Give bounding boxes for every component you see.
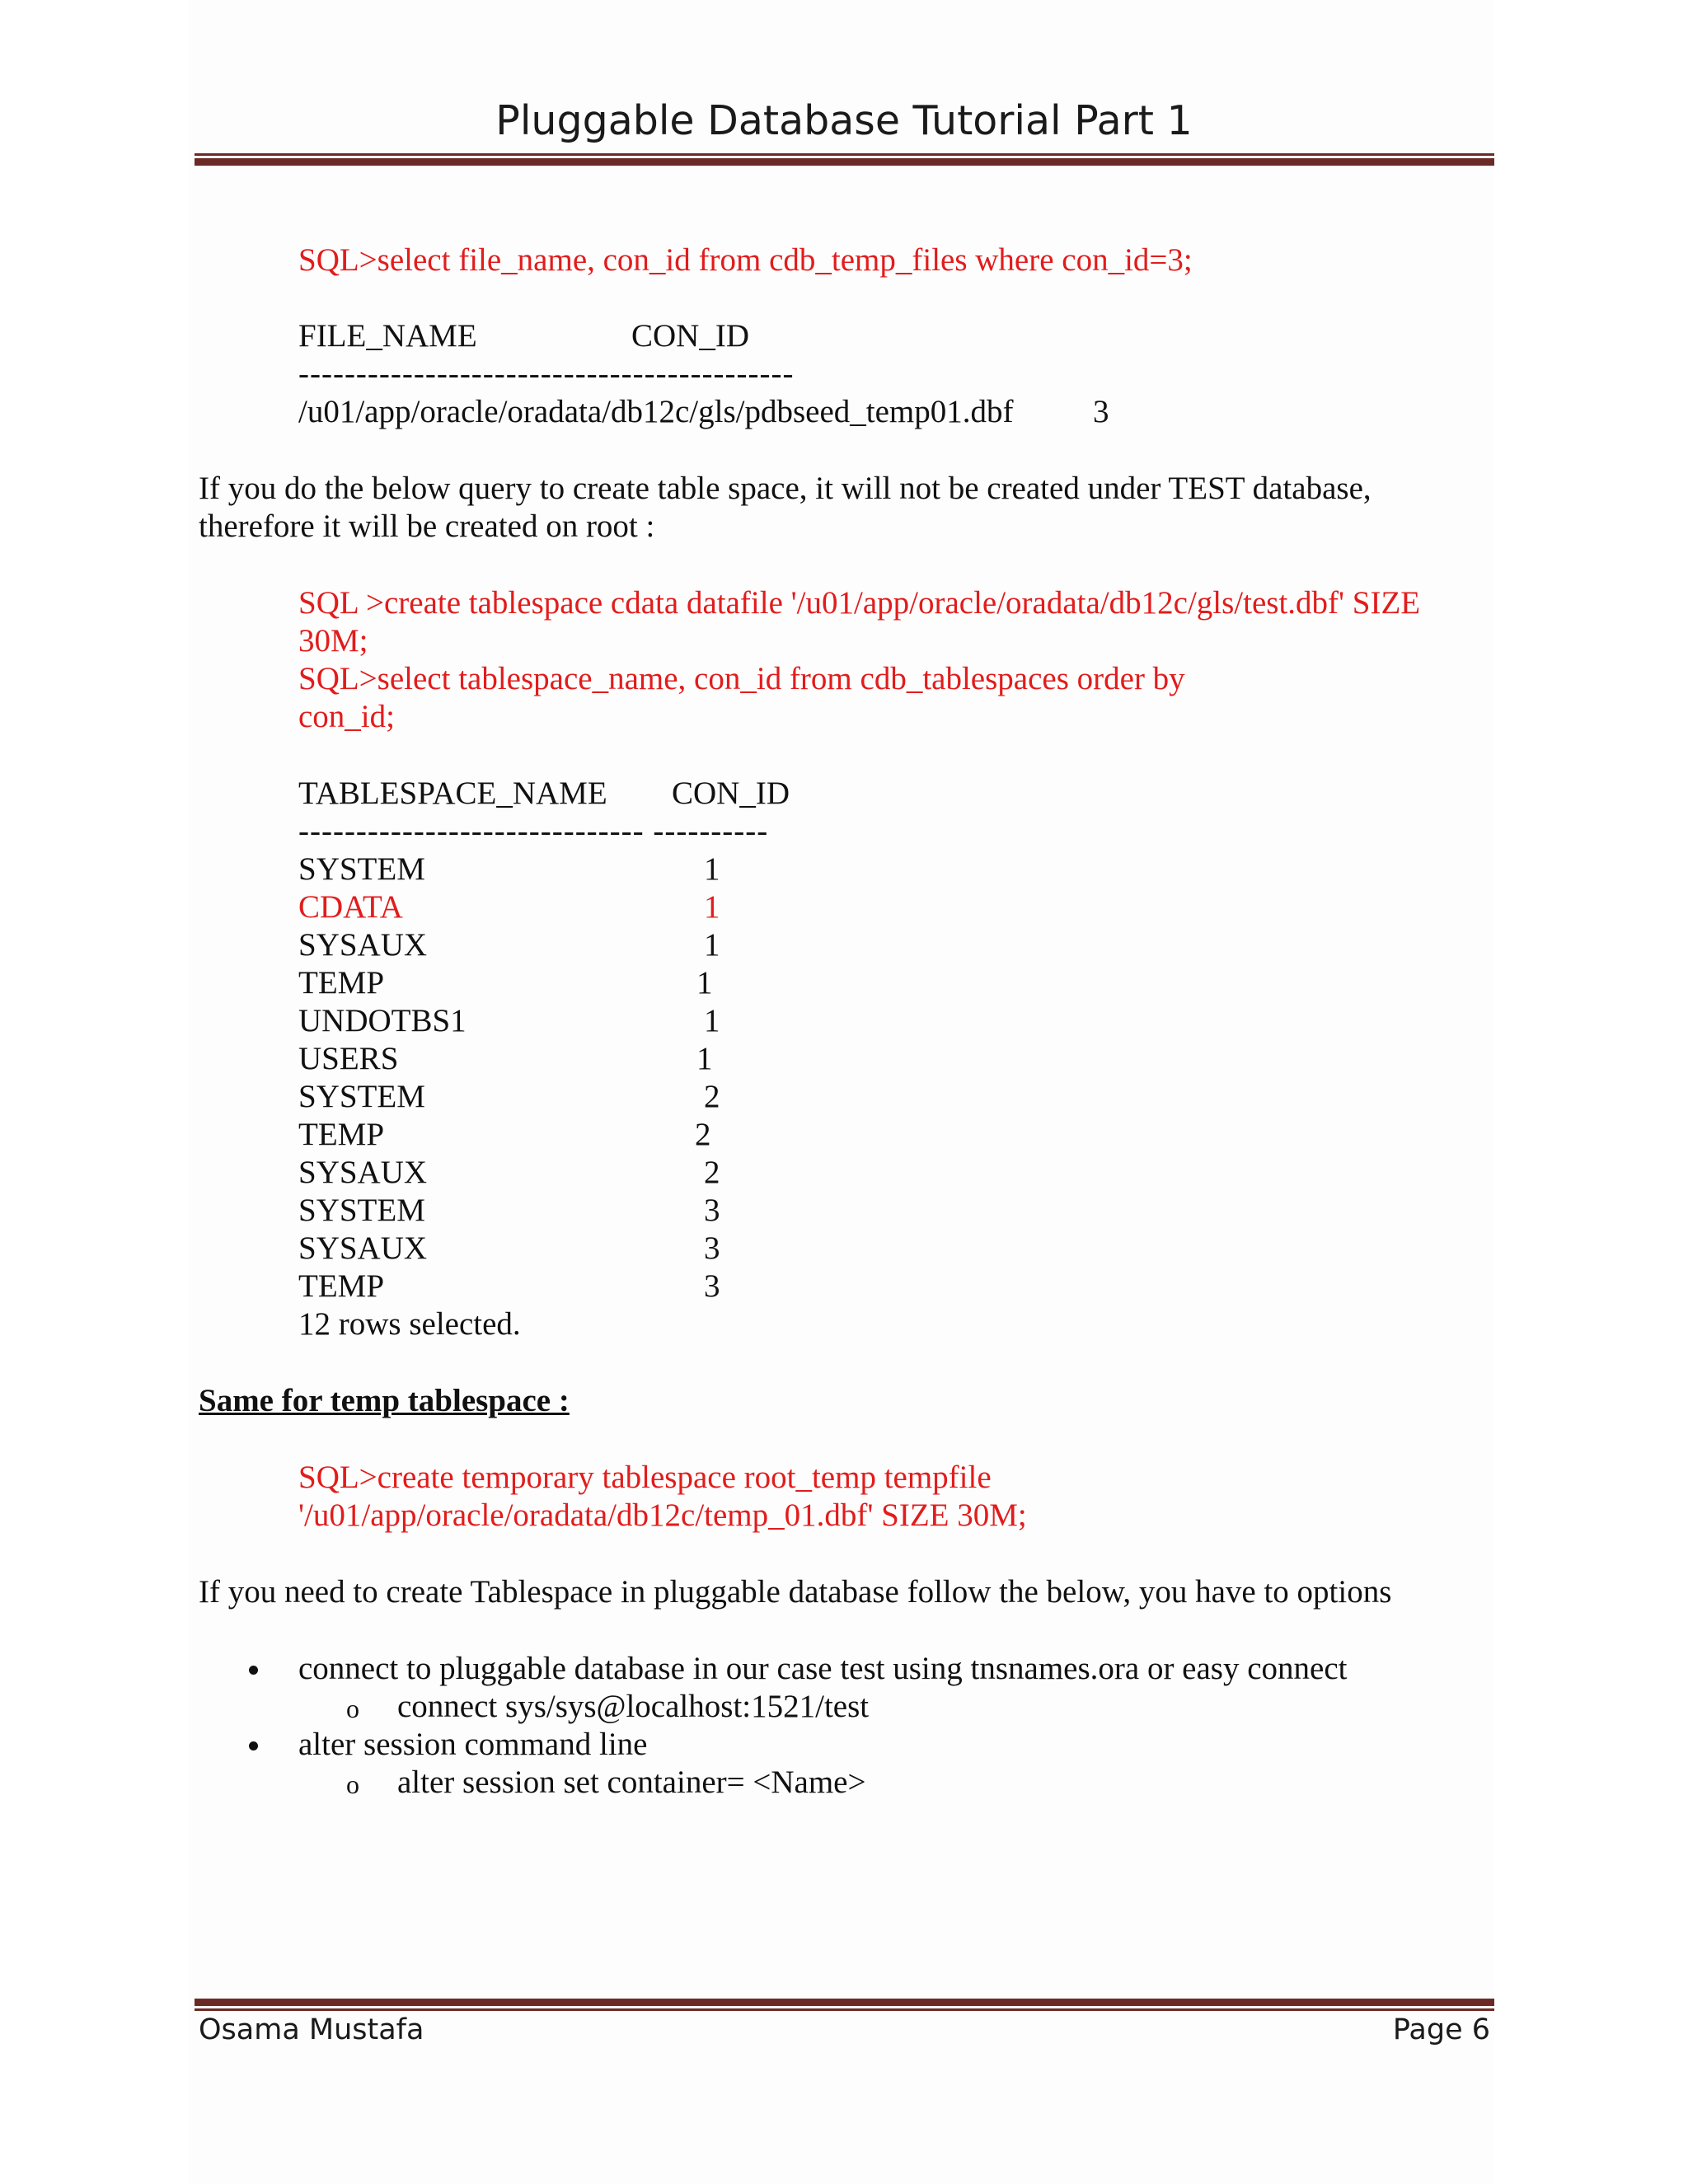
tablespace-con-id: 3 bbox=[704, 1193, 720, 1228]
tablespace-con-id: 2 bbox=[695, 1117, 711, 1152]
sql-select-tablespaces: SQL>select tablespace_name, con_id from cdb_tablespaces order by bbox=[298, 661, 1185, 696]
header-rule-thin bbox=[195, 153, 1494, 156]
result-separator: ------------------------------ ---------- bbox=[298, 813, 769, 849]
tablespace-name: TEMP bbox=[298, 965, 385, 1001]
tablespace-con-id: 2 bbox=[704, 1155, 720, 1190]
column-header-file-name: FILE_NAME bbox=[298, 318, 477, 354]
sub-list-item: alter session set container= <Name> bbox=[397, 1765, 866, 1800]
tablespace-con-id: 3 bbox=[704, 1268, 720, 1304]
tablespace-con-id: 1 bbox=[704, 851, 720, 887]
tablespace-con-id: 3 bbox=[704, 1230, 720, 1266]
tablespace-name: UNDOTBS1 bbox=[298, 1003, 467, 1038]
sub-list-item: connect sys/sys@localhost:1521/test bbox=[397, 1689, 870, 1724]
tablespace-name: SYSAUX bbox=[298, 927, 428, 963]
tablespace-name: TEMP bbox=[298, 1268, 385, 1304]
list-item: connect to pluggable database in our case test using tnsnames.ora or easy connect bbox=[298, 1651, 1348, 1686]
tablespace-name: SYSTEM bbox=[298, 851, 425, 887]
sql-create-temp-tablespace-cont: '/u01/app/oracle/oradata/db12c/temp_01.dbf' SIZE 30M; bbox=[298, 1497, 1027, 1533]
bullet-icon bbox=[249, 1666, 258, 1675]
footer-page-number: Page 6 bbox=[1392, 2013, 1490, 2046]
footer-author: Osama Mustafa bbox=[199, 2013, 424, 2046]
tablespace-name: SYSAUX bbox=[298, 1230, 428, 1266]
section-heading: Same for temp tablespace : bbox=[199, 1383, 570, 1418]
tablespace-con-id: 1 bbox=[704, 1003, 720, 1038]
tablespace-name: SYSAUX bbox=[298, 1155, 428, 1190]
tablespace-name: SYSTEM bbox=[298, 1079, 425, 1114]
tablespace-con-id: 1 bbox=[696, 965, 713, 1001]
rows-selected-count: 12 rows selected. bbox=[298, 1306, 521, 1342]
tablespace-name: SYSTEM bbox=[298, 1193, 425, 1228]
column-header-con-id: CON_ID bbox=[631, 318, 749, 354]
column-header-tablespace-name: TABLESPACE_NAME bbox=[298, 776, 607, 811]
tablespace-con-id: 2 bbox=[704, 1079, 720, 1114]
tablespace-name-highlight: CDATA bbox=[298, 889, 403, 925]
sql-select-tablespaces-cont: con_id; bbox=[298, 699, 395, 734]
tablespace-con-id-highlight: 1 bbox=[704, 889, 720, 925]
page-title: Pluggable Database Tutorial Part 1 bbox=[495, 97, 1193, 144]
footer-rule-thin bbox=[195, 2008, 1494, 2011]
column-header-con-id: CON_ID bbox=[672, 776, 790, 811]
sub-bullet-icon: o bbox=[346, 1769, 359, 1799]
result-con-id: 3 bbox=[1093, 394, 1109, 429]
header-rule-thick bbox=[195, 158, 1494, 166]
sql-create-temp-tablespace: SQL>create temporary tablespace root_temp tempfile bbox=[298, 1460, 992, 1495]
result-separator: ------------------------------------------- bbox=[298, 356, 795, 391]
sub-bullet-icon: o bbox=[346, 1694, 359, 1723]
tablespace-con-id: 1 bbox=[704, 927, 720, 963]
sql-create-tablespace: SQL >create tablespace cdata datafile '/u01/app/oracle/oradata/db12c/gls/test.dbf' SIZE bbox=[298, 585, 1421, 621]
tablespace-name: USERS bbox=[298, 1041, 399, 1076]
paragraph-line: If you do the below query to create table space, it will not be created under TEST database, bbox=[199, 471, 1372, 506]
result-file-name: /u01/app/oracle/oradata/db12c/gls/pdbseed_temp01.dbf bbox=[298, 394, 1014, 429]
bullet-icon bbox=[249, 1741, 258, 1750]
paragraph-line: If you need to create Tablespace in pluggable database follow the below, you have to options bbox=[199, 1574, 1392, 1610]
sql-query-temp-files: SQL>select file_name, con_id from cdb_temp_files where con_id=3; bbox=[298, 242, 1193, 278]
list-item: alter session command line bbox=[298, 1727, 648, 1762]
sql-create-tablespace-cont: 30M; bbox=[298, 623, 368, 658]
tablespace-name: TEMP bbox=[298, 1117, 385, 1152]
tablespace-con-id: 1 bbox=[696, 1041, 713, 1076]
footer-rule-thick bbox=[195, 1999, 1494, 2006]
paragraph-line: therefore it will be created on root : bbox=[199, 509, 655, 544]
